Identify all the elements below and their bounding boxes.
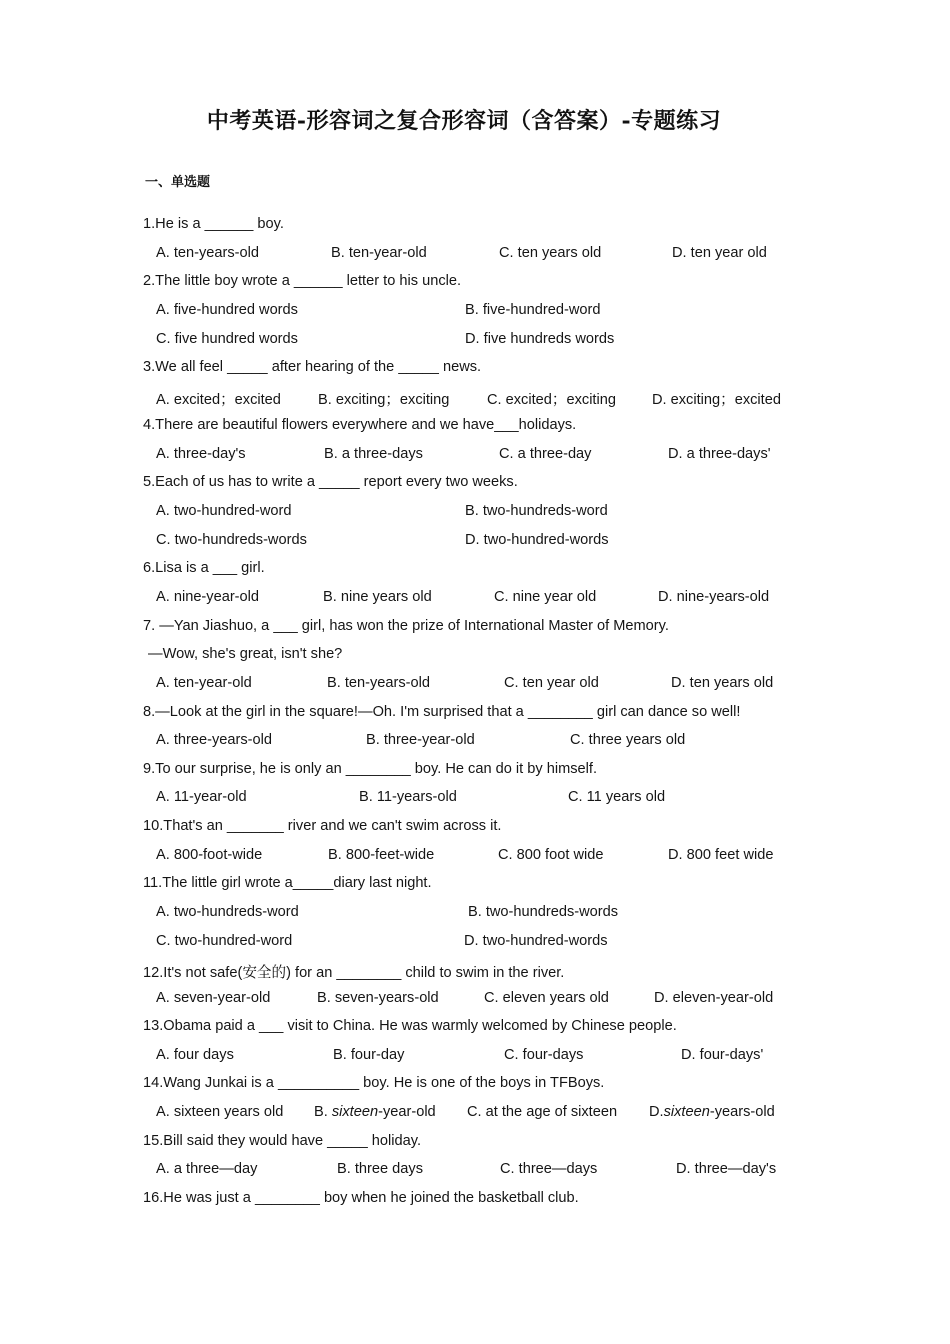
question-text: 9.To our surprise, he is only an [143, 761, 346, 777]
option-a[interactable]: A. excited；excited [156, 392, 281, 408]
answer-blank: ___ [212, 560, 238, 576]
answer-blank: _____ [327, 1133, 368, 1149]
question-text: 13.Obama paid a [143, 1018, 260, 1034]
option-c[interactable]: C. eleven years old [484, 990, 609, 1006]
answer-blank: _____ [292, 875, 334, 891]
option-d[interactable]: D. a three-days' [668, 446, 771, 462]
question-text: girl. [237, 560, 265, 576]
answer-blank: ________ [527, 704, 593, 720]
question-4 [143, 417, 576, 433]
option-italic-text: sixteen [663, 1104, 710, 1120]
option-d[interactable]: D. five hundreds words [465, 331, 615, 347]
option-a[interactable]: A. five-hundred words [156, 302, 298, 318]
question-text: girl, has won the prize of International Master of Memory. [297, 618, 669, 634]
option-a[interactable]: A. a three—day [156, 1161, 258, 1177]
option-a[interactable]: A. three-years-old [156, 732, 272, 748]
question-text: boy. He is one of the boys in TFBoys. [359, 1075, 605, 1091]
question-text: girl can dance so well! [592, 704, 741, 720]
option-label: -year-old [378, 1104, 436, 1120]
answer-blank: ______ [293, 273, 343, 289]
answer-blank: ___ [494, 417, 519, 433]
question-text: 6.Lisa is a [143, 560, 213, 576]
question-2 [143, 273, 461, 289]
question-12 [143, 961, 564, 982]
option-d[interactable]: D. two-hundred-words [464, 933, 608, 949]
option-c[interactable]: C. ten year old [504, 675, 599, 691]
option-d[interactable]: D. 800 feet wide [668, 847, 774, 863]
option-b[interactable]: B. nine years old [323, 589, 432, 605]
question-text: diary last night. [333, 875, 432, 891]
option-a[interactable]: A. 800-foot-wide [156, 847, 263, 863]
answer-blank: ______ [204, 216, 254, 232]
option-b[interactable]: B. 800-feet-wide [328, 847, 435, 863]
answer-blank: _____ [227, 359, 268, 375]
option-label: B. [314, 1104, 332, 1120]
option-b[interactable]: B. four-day [333, 1047, 405, 1063]
question-text: 11.The little girl wrote a [143, 875, 293, 891]
option-d[interactable]: D. four-days' [681, 1047, 764, 1063]
question-text: report every two weeks. [359, 474, 518, 490]
option-d[interactable]: D. nine-years-old [658, 589, 770, 605]
question-text: 7. —Yan Jiashuo, a [143, 618, 274, 634]
question-15 [143, 1133, 421, 1149]
question-3 [143, 359, 481, 375]
question-text: 5.Each of us has to write a [143, 474, 320, 490]
question-11 [143, 875, 432, 891]
option-a[interactable]: A. three-day's [156, 446, 246, 462]
option-a[interactable]: A. 11-year-old [156, 789, 247, 805]
question-10 [143, 818, 501, 834]
question-text: 12.It's not safe(安全的) for an [143, 965, 337, 981]
answer-blank: ___ [273, 618, 298, 634]
question-text: 2.The little boy wrote a [143, 273, 294, 289]
option-label: D. [649, 1104, 664, 1120]
question-14 [143, 1075, 604, 1091]
option-d[interactable]: D. eleven-year-old [654, 990, 774, 1006]
option-a[interactable]: A. ten-years-old [156, 245, 260, 261]
option-d[interactable]: D. exciting；excited [652, 392, 781, 408]
option-a[interactable]: A. nine-year-old [156, 589, 260, 605]
option-a[interactable]: A. two-hundred-word [156, 503, 292, 519]
option-b[interactable]: B. five-hundred-word [465, 302, 601, 318]
option-b[interactable]: B. ten-year-old [331, 245, 427, 261]
answer-blank: ________ [336, 965, 402, 981]
option-c[interactable]: C. three—days [500, 1161, 598, 1177]
option-a[interactable]: A. sixteen years old [156, 1104, 284, 1120]
option-c[interactable]: C. 800 foot wide [498, 847, 604, 863]
option-c[interactable]: C. two-hundreds-words [156, 532, 307, 548]
question-9 [143, 761, 597, 777]
option-a[interactable]: A. seven-year-old [156, 990, 271, 1006]
option-c[interactable]: C. five hundred words [156, 331, 298, 347]
question-text: 3.We all feel [143, 359, 228, 375]
page-title: 中考英语-形容词之复合形容词（含答案）-专题练习 [206, 108, 722, 134]
question-text: 14.Wang Junkai is a [143, 1075, 278, 1091]
question-text: letter to his uncle. [342, 273, 462, 289]
question-text: boy. [253, 216, 284, 232]
answer-blank: ___ [259, 1018, 284, 1034]
question-text: holidays. [518, 417, 577, 433]
question-text: child to swim in the river. [401, 965, 565, 981]
option-d[interactable]: D. ten year old [672, 245, 767, 261]
option-a[interactable]: A. ten-year-old [156, 675, 252, 691]
question-8 [143, 704, 740, 720]
question-text: river and we can't swim across it. [283, 818, 502, 834]
answer-blank: _______ [226, 818, 284, 834]
question-text: boy when he joined the basketball club. [319, 1190, 579, 1206]
option-d[interactable] [649, 1104, 775, 1120]
question-text: 15.Bill said they would have [143, 1133, 328, 1149]
option-c[interactable]: C. ten years old [499, 245, 602, 261]
option-c[interactable]: C. at the age of sixteen [467, 1104, 618, 1120]
option-c[interactable]: C. a three-day [499, 446, 592, 462]
option-b[interactable]: B. ten-years-old [327, 675, 431, 691]
option-c[interactable]: C. three years old [570, 732, 686, 748]
option-b[interactable]: B. 11-years-old [359, 789, 457, 805]
question-text: 10.That's an [143, 818, 227, 834]
option-d[interactable]: D. two-hundred-words [465, 532, 609, 548]
question-13 [143, 1018, 677, 1034]
question-text: 4.There are beautiful flowers everywhere and we have [143, 417, 495, 433]
question-16 [143, 1190, 579, 1206]
option-c[interactable]: C. four-days [504, 1047, 584, 1063]
question-1 [143, 216, 284, 232]
option-c[interactable]: C. two-hundred-word [156, 933, 293, 949]
option-b[interactable]: B. two-hundreds-word [465, 503, 608, 519]
question-text: holiday. [367, 1133, 422, 1149]
option-b[interactable] [314, 1104, 436, 1120]
option-a[interactable]: A. two-hundreds-word [156, 904, 299, 920]
option-b[interactable]: B. a three-days [324, 446, 423, 462]
option-b[interactable]: B. three days [337, 1161, 423, 1177]
option-c[interactable]: C. excited；exciting [487, 392, 616, 408]
option-a[interactable]: A. four days [156, 1047, 234, 1063]
option-d[interactable]: D. ten years old [671, 675, 774, 691]
answer-blank: ________ [345, 761, 411, 777]
option-b[interactable]: B. three-year-old [366, 732, 475, 748]
option-italic-text: sixteen [331, 1104, 379, 1120]
answer-blank: _____ [398, 359, 439, 375]
option-b[interactable]: B. two-hundreds-words [468, 904, 619, 920]
question-text: 8.—Look at the girl in the square!—Oh. I'm surprised that a [143, 704, 528, 720]
question-7 [143, 618, 669, 634]
option-b[interactable]: B. exciting；exciting [318, 392, 450, 408]
question-text: 16.He was just a [143, 1190, 255, 1206]
option-b[interactable]: B. seven-years-old [317, 990, 439, 1006]
option-label: -years-old [709, 1104, 775, 1120]
option-d[interactable]: D. three—day's [676, 1161, 777, 1177]
question-text: visit to China. He was warmly welcomed by Chinese people. [283, 1018, 677, 1034]
question-text: after hearing of the [267, 359, 399, 375]
question-text: boy. He can do it by himself. [410, 761, 598, 777]
question-5 [143, 474, 518, 490]
section-heading: 一、单选题 [145, 175, 211, 190]
answer-blank: _____ [319, 474, 360, 490]
question-text: 1.He is a [143, 216, 205, 232]
question-text: news. [438, 359, 482, 375]
question-6 [143, 560, 265, 576]
answer-blank: ________ [254, 1190, 320, 1206]
answer-blank: __________ [277, 1075, 360, 1091]
option-c[interactable]: C. 11 years old [568, 789, 666, 805]
question-7-line-2: —Wow, she's great, isn't she? [148, 646, 343, 662]
option-c[interactable]: C. nine year old [494, 589, 597, 605]
